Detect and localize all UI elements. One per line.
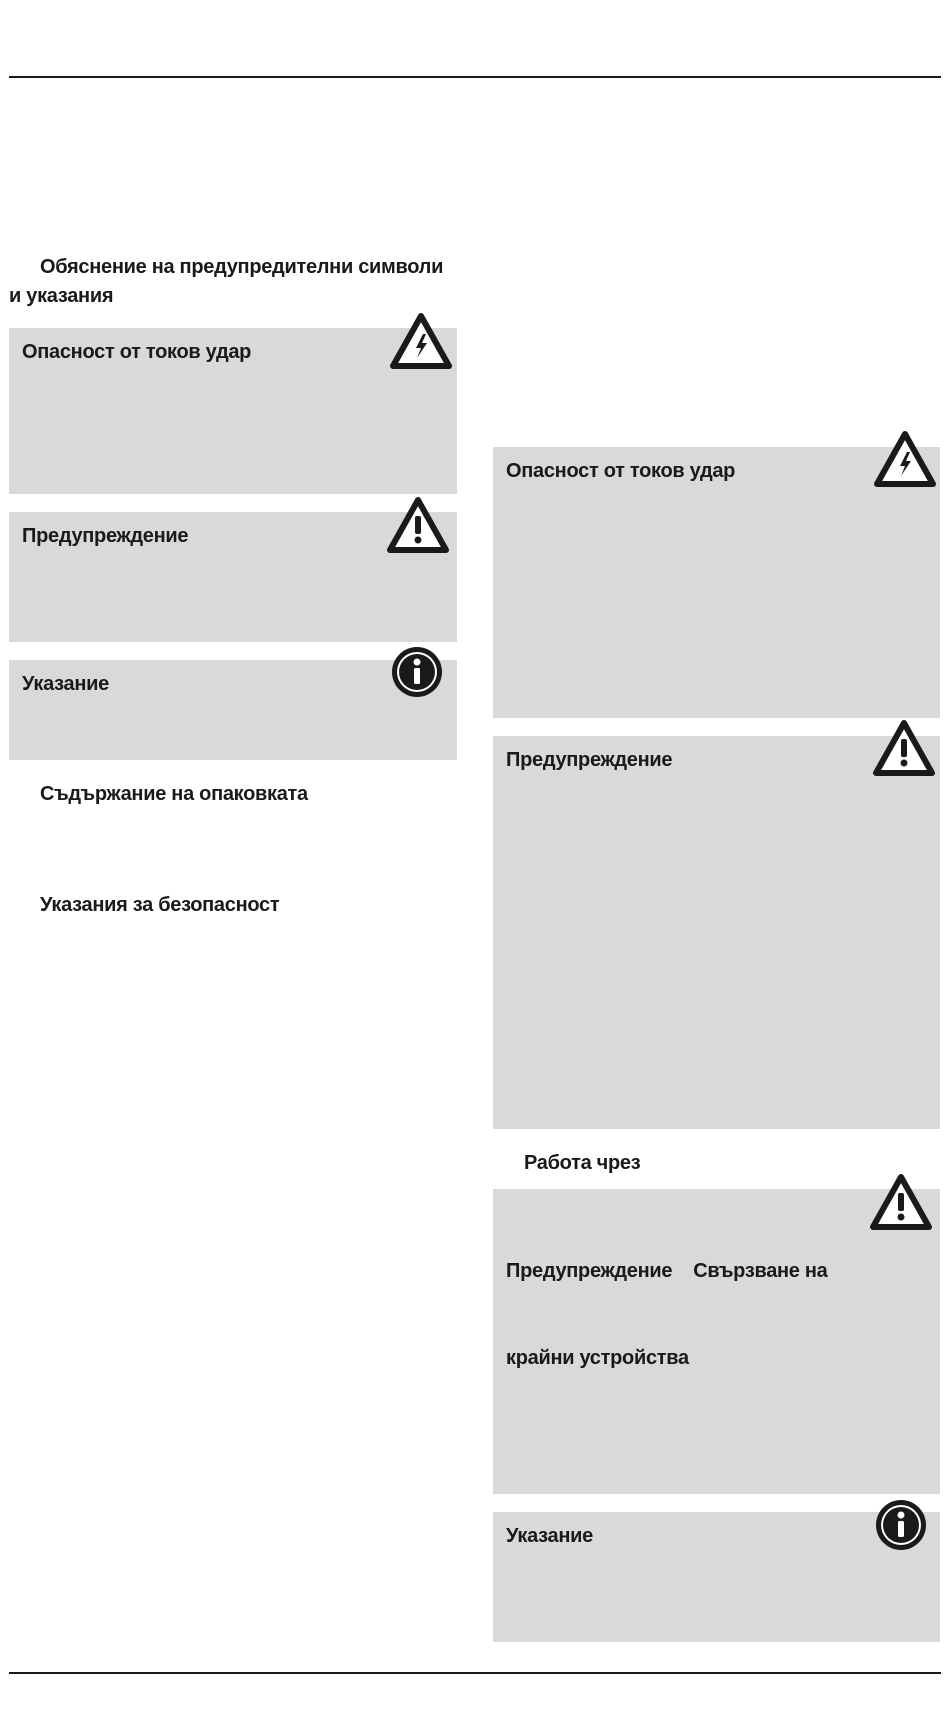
exclamation-warning-icon bbox=[872, 719, 936, 777]
box-note-left bbox=[9, 660, 457, 760]
box-title: Указание bbox=[22, 673, 109, 695]
box-electric-shock-left bbox=[9, 328, 457, 494]
box-title: Предупреждение bbox=[22, 525, 189, 547]
exclamation-warning-icon bbox=[869, 1173, 933, 1231]
box-title: Указание bbox=[506, 1525, 593, 1547]
box-warning-right bbox=[493, 736, 940, 1129]
footer-rule bbox=[9, 1672, 941, 1674]
box-title: Предупреждение bbox=[506, 749, 673, 771]
heading-warning-symbols-line2: и указания bbox=[9, 285, 114, 307]
heading-warning-symbols bbox=[9, 253, 459, 311]
exclamation-warning-icon bbox=[386, 496, 450, 554]
box-title: Опасност от токов удар bbox=[22, 341, 252, 363]
box-warning-connect-devices bbox=[493, 1189, 940, 1494]
box-warning-left bbox=[9, 512, 457, 642]
heading-package-contents: Съдържание на опаковката bbox=[40, 783, 308, 805]
box-title bbox=[506, 1199, 828, 1431]
box-title-line2: крайни устройства bbox=[506, 1347, 689, 1369]
box-note-right bbox=[493, 1512, 940, 1642]
high-voltage-warning-icon bbox=[389, 312, 453, 370]
header-rule bbox=[9, 76, 941, 78]
box-electric-shock-right bbox=[493, 447, 940, 718]
heading-operation: Работа чрез bbox=[524, 1152, 641, 1174]
box-title-line1: Предупреждение Свързване на bbox=[506, 1260, 828, 1282]
high-voltage-warning-icon bbox=[873, 430, 937, 488]
box-title: Опасност от токов удар bbox=[506, 460, 736, 482]
info-icon bbox=[874, 1498, 928, 1552]
heading-warning-symbols-line1: Обяснение на предупредителни символи bbox=[40, 256, 444, 278]
info-icon bbox=[390, 645, 444, 699]
heading-safety-instructions: Указания за безопасност bbox=[40, 894, 280, 916]
